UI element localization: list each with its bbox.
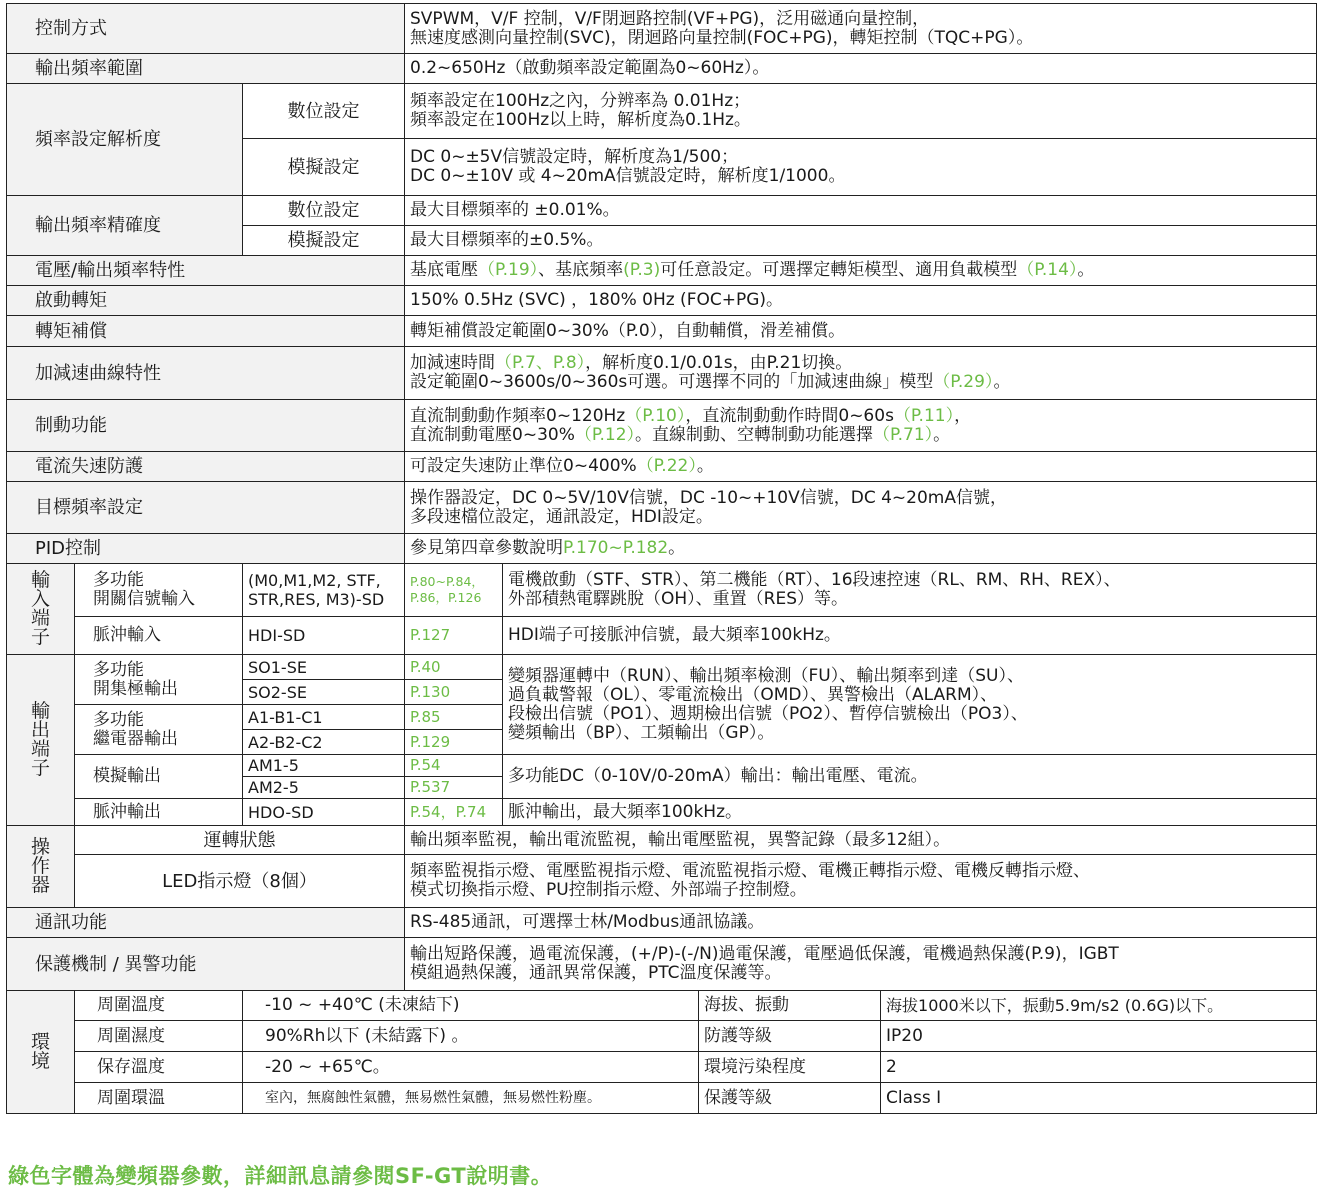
- row-output-pulse: [7, 799, 1317, 826]
- freq-res-digital-value: [405, 84, 1317, 139]
- operator-group-label: 操 作 器: [7, 826, 75, 908]
- output-relay-code2: A2-B2-C2: [243, 730, 405, 755]
- row-input-mf: [7, 564, 1317, 617]
- output-analog-param1: P.54: [405, 755, 503, 777]
- accuracy-digital-value: 最大目標頻率的 ±0.01%。: [405, 196, 1317, 226]
- env-k2-3: 環境污染程度: [699, 1052, 881, 1083]
- accel-param-p29: （P.29）: [933, 372, 994, 392]
- control-label: 控制方式: [7, 4, 405, 54]
- vf-t2: 、基底頻率: [538, 260, 624, 280]
- env-v2-2: IP20: [881, 1021, 1317, 1052]
- output-pulse-desc: 脈沖輸出，最大頻率100kHz。: [503, 799, 1317, 826]
- row-env-2: [7, 1021, 1317, 1052]
- row-env-4: [7, 1083, 1317, 1114]
- row-operator-led: [7, 855, 1317, 908]
- pid-b: 。: [668, 538, 686, 558]
- vf-param-p14: （P.14）: [1017, 260, 1078, 280]
- output-desc: 變頻器運轉中（RUN）、輸出頻率檢測（FU）、輸出頻率到達（SU）、 過負載警報（OL）、零電流檢出（OMD）、異警檢出（ALARM）、 段檢出信號（PO1）、週期檢出信號（PO2）、暫停信號檢出（PO3）、 變頻輸出（BP）、工頻輸出（GP）。: [503, 655, 1317, 755]
- env-group-label: 環 境: [7, 991, 75, 1114]
- protect-value: 輸出短路保護，過電流保護，(+/P)-(-/N)過電保護，電壓過低保護，電機過熱保護(P.9)，IGBT 模組過熱保護，通訊異常保護，PTC溫度保護等。: [405, 938, 1317, 991]
- row-comm: [7, 908, 1317, 938]
- freq-res-digital-label: 數位設定: [243, 84, 405, 139]
- torque-comp-value: 轉矩補償設定範圍0~30%（P.0），自動輔償，滑差補償。: [405, 316, 1317, 347]
- accuracy-analog-value: 最大目標頻率的±0.5%。: [405, 226, 1317, 256]
- protect-label: 保護機制 / 異警功能: [7, 938, 405, 991]
- accel-param-p7-p8: （P.7、P.8）: [495, 353, 586, 373]
- accel-line1: [410, 354, 1311, 373]
- control-value: [405, 4, 1317, 54]
- input-pulse-param: P.127: [405, 617, 503, 655]
- brake-f: 。: [933, 424, 951, 445]
- input-pulse-desc: HDI端子可接脈沖信號，最大頻率100kHz。: [503, 617, 1317, 655]
- row-env-3: [7, 1052, 1317, 1083]
- output-analog-code1: AM1-5: [243, 755, 405, 777]
- stall-label: 電流失速防護: [7, 452, 405, 482]
- output-analog-desc: 多功能DC（0-10V/0-20mA）輸出：輸出電壓、電流。: [503, 755, 1317, 799]
- control-line1: SVPWM，V/F 控制，V/F閉迴路控制(VF+PG)，泛用磁通向量控制，: [410, 8, 930, 29]
- env-v2-3: 2: [881, 1052, 1317, 1083]
- footnote: 綠色字體為變頻器參數，詳細訊息請參閱SF-GT說明書。: [8, 1164, 553, 1188]
- env-v3: -20 ~ +65℃。: [243, 1052, 699, 1083]
- target-line2: 多段速檔位設定，通訊設定，HDI設定。: [410, 506, 713, 527]
- pid-param-range: P.170~P.182: [563, 538, 669, 558]
- brake-b: ，直流制動動作時間0~60s: [685, 405, 894, 426]
- row-operator-run: [7, 826, 1317, 855]
- row-input-pulse: [7, 617, 1317, 655]
- brake-value: [405, 400, 1317, 452]
- output-oc-param1: P.40: [405, 655, 503, 680]
- stall-a: 可設定失速防止準位0~400%: [410, 456, 637, 476]
- row-freq-res-digital: [7, 84, 1317, 139]
- brake-param-p10: （P.10）: [625, 405, 686, 426]
- env-v2-4: Class I: [881, 1083, 1317, 1114]
- start-torque-value: 150% 0.5Hz (SVC) ，180% 0Hz (FOC+PG)。: [405, 286, 1317, 316]
- control-line2: 無速度感測向量控制(SVC)，閉迴路向量控制(FOC+PG)，轉矩控制（TQC+PG）。: [410, 27, 1034, 48]
- freq-res-a2: DC 0~±10V 或 4~20mA信號設定時，解析度1/1000。: [410, 166, 846, 186]
- brake-line1: [410, 407, 1311, 426]
- brake-a: 直流制動動作頻率0~120Hz: [410, 405, 626, 426]
- accuracy-label: 輸出頻率精確度: [7, 196, 243, 256]
- brake-param-p71: （P.71）: [873, 424, 934, 445]
- env-k2-4: 保護等級: [699, 1083, 881, 1114]
- row-accel: [7, 347, 1317, 400]
- start-torque-label: 啟動轉矩: [7, 286, 405, 316]
- row-vf: [7, 256, 1317, 286]
- target-value: [405, 482, 1317, 534]
- out-range-label: 輸出頻率範圍: [7, 54, 405, 84]
- freq-res-d2: 頻率設定在100Hz以上時，解析度為0.1Hz。: [410, 110, 751, 130]
- brake-param-p12: （P.12）: [574, 424, 636, 445]
- comm-label: 通訊功能: [7, 908, 405, 938]
- accel-value: [405, 347, 1317, 400]
- operator-run-desc: 輸出頻率監視，輸出電流監視，輸出電壓監視，異警記錄（最多12組）。: [405, 826, 1317, 855]
- freq-res-analog-label: 模擬設定: [243, 139, 405, 196]
- freq-res-d1: 頻率設定在100Hz之內，分辨率為 0.01Hz；: [410, 91, 751, 111]
- output-group-label: 輸 出 端 子: [7, 655, 75, 826]
- input-mf-desc: 電機啟動（STF、STR）、第二機能（RT）、16段速控速（RL、RM、RH、REX）、 外部積熱電驛跳脫（OH）、重置（RES）等。: [503, 564, 1317, 617]
- env-k3: 保存溫度: [75, 1052, 243, 1083]
- vf-value: [405, 256, 1317, 286]
- output-oc-code1: SO1-SE: [243, 655, 405, 680]
- output-analog-code2: AM2-5: [243, 777, 405, 799]
- row-out-range: [7, 54, 1317, 84]
- input-pulse-name: 脈沖輸入: [75, 617, 243, 655]
- env-k2: 周圍濕度: [75, 1021, 243, 1052]
- pid-a: 參見第四章參數說明: [410, 538, 564, 558]
- stall-param-p22: （P.22）: [636, 456, 697, 476]
- accel-a: 加減速時間: [410, 353, 496, 373]
- brake-c: ，: [954, 405, 972, 426]
- accel-b: ，解析度0.1/0.01s，由P.21切換。: [585, 353, 853, 373]
- brake-d: 直流制動電壓0~30%: [410, 424, 575, 445]
- operator-run-name: 運轉狀態: [75, 826, 405, 855]
- env-k4: 周圍環溫: [75, 1083, 243, 1114]
- output-pulse-name: 脈沖輸出: [75, 799, 243, 826]
- output-relay-code1: A1-B1-C1: [243, 705, 405, 730]
- output-pulse-param: P.54，P.74: [405, 799, 503, 826]
- accel-c: 設定範圍0~3600s/0~360s可選。可選擇不同的「加減速曲線」模型: [410, 372, 934, 392]
- accel-d: 。: [993, 372, 1011, 392]
- output-oc-code2: SO2-SE: [243, 680, 405, 705]
- operator-led-name: LED指示燈（8個）: [75, 855, 405, 908]
- vf-label: 電壓/輸出頻率特性: [7, 256, 405, 286]
- brake-param-p11: （P.11）: [893, 405, 955, 426]
- input-pulse-code: HDI-SD: [243, 617, 405, 655]
- output-oc-name: 多功能 開集極輸出: [75, 655, 243, 705]
- brake-line2: [410, 426, 1311, 445]
- freq-res-label: 頻率設定解析度: [7, 84, 243, 196]
- stall-b: 。: [696, 456, 714, 476]
- torque-comp-label: 轉矩補償: [7, 316, 405, 347]
- input-mf-params: P.80~P.84， P.86，P.126: [405, 564, 503, 617]
- vf-t4: 。: [1077, 260, 1095, 280]
- row-output-oc1: [7, 655, 1317, 680]
- vf-t1: 基底電壓: [410, 260, 479, 280]
- input-mf-name: 多功能 開關信號輸入: [75, 564, 243, 617]
- input-group-label: 輸 入 端 子: [7, 564, 75, 655]
- output-relay-name: 多功能 繼電器輸出: [75, 705, 243, 755]
- output-oc-param2: P.130: [405, 680, 503, 705]
- row-control: [7, 4, 1317, 54]
- env-v2: 90%Rh以下 (未結露下) 。: [243, 1021, 699, 1052]
- row-pid: [7, 534, 1317, 564]
- pid-label: PID控制: [7, 534, 405, 564]
- vf-param-p3: (P.3): [623, 260, 661, 280]
- stall-value: [405, 452, 1317, 482]
- freq-res-analog-value: [405, 139, 1317, 196]
- env-k2-1: 海拔、振動: [699, 991, 881, 1021]
- accuracy-digital-label: 數位設定: [243, 196, 405, 226]
- row-output-analog1: [7, 755, 1317, 777]
- operator-led-desc: 頻率監視指示燈、電壓監視指示燈、電流監視指示燈、電機正轉指示燈、電機反轉指示燈、 模式切換指示燈、PU控制指示燈、外部端子控制燈。: [405, 855, 1317, 908]
- freq-res-a1: DC 0~±5V信號設定時，解析度為1/500；: [410, 147, 739, 167]
- output-relay-param1: P.85: [405, 705, 503, 730]
- output-relay-param2: P.129: [405, 730, 503, 755]
- target-label: 目標頻率設定: [7, 482, 405, 534]
- env-v1: -10 ~ +40℃ (未凍結下): [243, 991, 699, 1021]
- brake-label: 制動功能: [7, 400, 405, 452]
- comm-value: RS-485通訊，可選擇士林/Modbus通訊協議。: [405, 908, 1317, 938]
- target-line1: 操作器設定，DC 0~5V/10V信號，DC -10~+10V信號，DC 4~20mA信號，: [410, 487, 1007, 508]
- output-analog-name: 模擬輸出: [75, 755, 243, 799]
- input-mf-code: (M0,M1,M2, STF, STR,RES, M3)-SD: [243, 564, 405, 617]
- row-protect: [7, 938, 1317, 991]
- row-env-1: [7, 991, 1317, 1021]
- env-k2-2: 防護等級: [699, 1021, 881, 1052]
- row-accuracy-digital: [7, 196, 1317, 226]
- row-stall: [7, 452, 1317, 482]
- output-pulse-code: HDO-SD: [243, 799, 405, 826]
- row-brake: [7, 400, 1317, 452]
- env-v2-1: 海拔1000米以下，振動5.9m/s2 (0.6G)以下。: [881, 991, 1317, 1021]
- output-analog-param2: P.537: [405, 777, 503, 799]
- env-v4: 室內，無腐蝕性氣體，無易燃性氣體，無易燃性粉塵。: [243, 1083, 699, 1114]
- accuracy-analog-label: 模擬設定: [243, 226, 405, 256]
- row-torque-comp: [7, 316, 1317, 347]
- env-k1: 周圍溫度: [75, 991, 243, 1021]
- row-target: [7, 482, 1317, 534]
- accel-label: 加減速曲線特性: [7, 347, 405, 400]
- pid-value: [405, 534, 1317, 564]
- brake-e: 。直線制動、空轉制動功能選擇: [635, 424, 874, 445]
- vf-param-p19: （P.19）: [478, 260, 539, 280]
- vf-t3: 可任意設定。可選擇定轉矩模型、適用負載模型: [660, 260, 1018, 280]
- row-start-torque: [7, 286, 1317, 316]
- out-range-value: 0.2~650Hz（啟動頻率設定範圍為0~60Hz）。: [405, 54, 1317, 84]
- accel-line2: [410, 373, 1311, 392]
- spec-table: [6, 3, 1317, 1114]
